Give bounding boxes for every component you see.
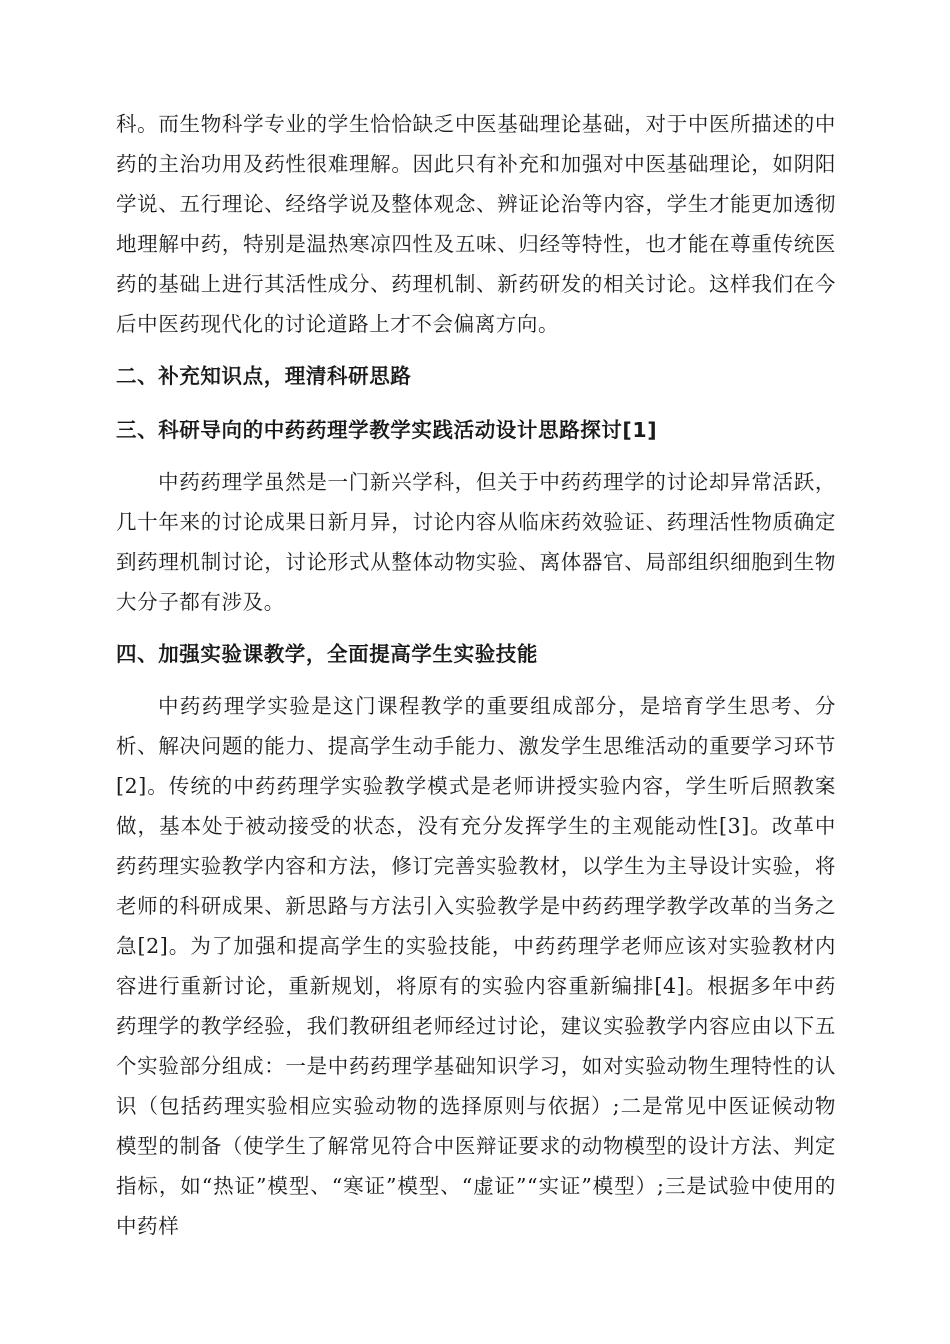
section-heading-4: 四、加强实验课教学，全面提高学生实验技能	[116, 642, 538, 666]
paragraph-section-4: 中药药理学实验是这门课程教学的重要组成部分，是培育学生思考、分析、解决问题的能力、提高学生动手能力、激发学生思维活动的重要学习环节[2]。传统的中药药理学实验教学模式是老师讲授实验内容，学生听后照教案做，基本处于被动接受的状态，没有充分发挥学生的主观能动性[3]。改革中药药理实验教学内容和方法，修订完善实验教材，以学生为主导设计实验，将老师的科研成果、新思路与方法引入实验教学是中药药理学教学改革的当务之急[2]。为了加强和提高学生的实验技能，中药药理学老师应该对实验教材内容进行重新讨论，重新规划，将原有的实验内容重新编排[4]。根据多年中药药理学的教学经验，我们教研组老师经过讨论，建议实验教学内容应由以下五个实验部分组成：一是中药药理学基础知识学习，如对实验动物生理特性的认识（包括药理实验相应实验动物的选择原则与依据）;二是常见中医证候动物模型的制备（使学生了解常见符合中医辩证要求的动物模型的设计方法、判定指标，如“热证”模型、“寒证”模型、“虚证”“实证”模型）;三是试验中使用的中药样	[116, 694, 836, 1238]
section-heading-3: 三、科研导向的中药药理学教学实践活动设计思路探讨[1]	[116, 418, 658, 442]
paragraph-section-3: 中药药理学虽然是一门新兴学科，但关于中药药理学的讨论却异常活跃，几十年来的讨论成果日新月异，讨论内容从临床药效验证、药理活性物质确定到药理机制讨论，讨论形式从整体动物实验、离体器官、局部组织细胞到生物大分子都有涉及。	[116, 470, 836, 614]
paragraph-intro: 科。而生物科学专业的学生恰恰缺乏中医基础理论基础，对于中医所描述的中药的主治功用及药性很难理解。因此只有补充和加强对中医基础理论，如阴阳学说、五行理论、经络学说及整体观念、辨证论治等内容，学生才能更加透彻地理解中药，特别是温热寒凉四性及五味、归经等特性，也才能在尊重传统医药的基础上进行其活性成分、药理机制、新药研发的相关讨论。这样我们在今后中医药现代化的讨论道路上才不会偏离方向。	[116, 112, 836, 336]
section-heading-2: 二、补充知识点，理清科研思路	[116, 364, 412, 388]
document-page	[116, 104, 836, 1246]
